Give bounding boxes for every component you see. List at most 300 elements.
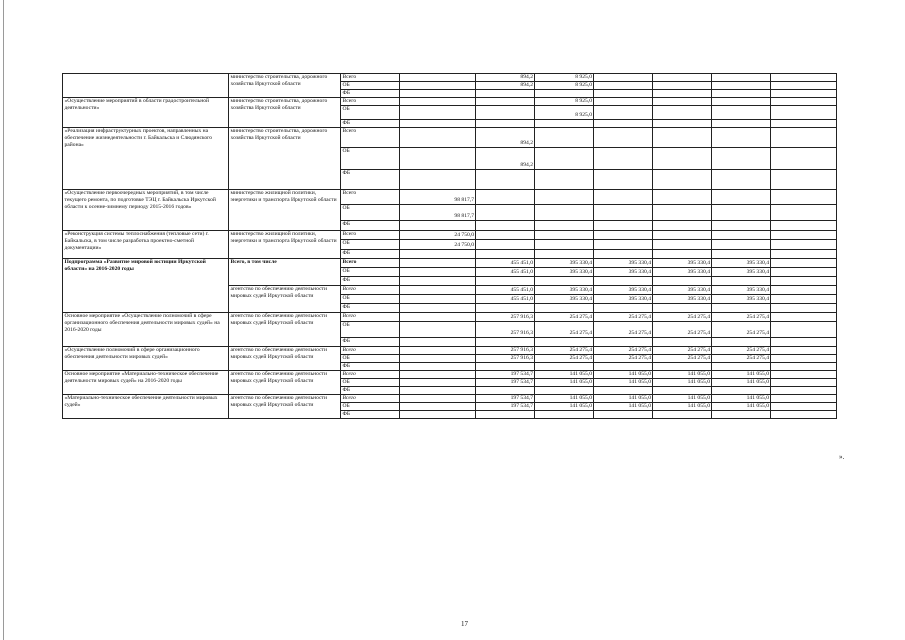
year-value-cell: 395 330,4	[712, 295, 771, 304]
year-value-cell	[712, 411, 771, 419]
year-value-cell: 141 055,0	[594, 395, 653, 403]
funding-source-cell: ОБ	[341, 205, 400, 221]
year-value-cell	[771, 148, 837, 170]
scan-edge-line	[3, 0, 4, 640]
year-value-cell	[594, 90, 653, 98]
year-value-cell	[535, 277, 594, 286]
funding-source-cell: ОБ	[341, 106, 400, 120]
year-value-cell	[400, 379, 476, 387]
year-value-cell	[594, 221, 653, 231]
table-row	[63, 395, 837, 403]
funding-source-cell: Всего	[341, 190, 400, 205]
year-value-cell: 24 750,0	[400, 240, 476, 250]
year-value-cell	[771, 371, 837, 379]
year-value-cell	[535, 205, 594, 221]
year-value-cell	[653, 221, 712, 231]
funding-source-cell: Всего	[341, 74, 400, 82]
funding-source-cell: ФБ	[341, 411, 400, 419]
year-value-cell	[653, 338, 712, 347]
year-value-cell	[594, 148, 653, 170]
year-value-cell	[400, 268, 476, 277]
year-value-cell	[712, 221, 771, 231]
year-value-cell	[771, 347, 837, 355]
year-value-cell: 197 534,7	[476, 371, 535, 379]
year-value-cell: 141 055,0	[653, 395, 712, 403]
funding-source-cell: Всего	[341, 347, 400, 355]
year-value-cell	[476, 250, 535, 259]
year-value-cell: 894,2	[476, 128, 535, 148]
year-value-cell	[594, 231, 653, 240]
year-value-cell: 254 275,4	[594, 347, 653, 355]
year-value-cell	[476, 387, 535, 395]
year-value-cell	[476, 221, 535, 231]
year-value-cell	[771, 74, 837, 82]
year-value-cell	[771, 268, 837, 277]
year-value-cell	[653, 120, 712, 128]
year-value-cell: 395 330,4	[535, 295, 594, 304]
year-value-cell: 254 275,4	[594, 322, 653, 338]
year-value-cell: 894,2	[476, 82, 535, 90]
year-value-cell: 257 916,3	[476, 322, 535, 338]
year-value-cell: 257 916,3	[476, 347, 535, 355]
year-value-cell: 395 330,4	[594, 286, 653, 295]
year-value-cell	[771, 205, 837, 221]
year-value-cell: 254 275,4	[653, 322, 712, 338]
funding-source-cell: ФБ	[341, 277, 400, 286]
year-value-cell	[712, 148, 771, 170]
year-value-cell	[535, 411, 594, 419]
table-row	[63, 98, 837, 106]
year-value-cell	[771, 286, 837, 295]
year-value-cell: 395 330,4	[535, 286, 594, 295]
funding-source-cell: Всего	[341, 128, 400, 148]
year-value-cell: 254 275,4	[653, 313, 712, 322]
year-value-cell	[594, 250, 653, 259]
funding-source-cell: ФБ	[341, 170, 400, 190]
year-value-cell	[712, 363, 771, 371]
year-value-cell: 894,2	[476, 148, 535, 170]
year-value-cell	[771, 106, 837, 120]
year-value-cell	[653, 106, 712, 120]
year-value-cell: 141 055,0	[712, 379, 771, 387]
year-value-cell: 141 055,0	[653, 379, 712, 387]
executor-cell: министерство строительства, дорожного хозяйства Иркутской области	[229, 128, 341, 190]
event-name-cell	[63, 74, 229, 98]
year-value-cell	[535, 363, 594, 371]
year-value-cell	[535, 90, 594, 98]
year-value-cell	[400, 322, 476, 338]
year-value-cell	[712, 74, 771, 82]
year-value-cell	[712, 250, 771, 259]
year-value-cell: 395 330,4	[535, 259, 594, 268]
year-value-cell	[771, 363, 837, 371]
year-value-cell	[535, 250, 594, 259]
executor-cell: министерство жилищной политики, энергетики и транспорта Иркутской области	[229, 231, 341, 259]
year-value-cell	[400, 82, 476, 90]
year-value-cell	[771, 231, 837, 240]
table-row	[63, 190, 837, 205]
funding-source-cell: Всего	[341, 259, 400, 268]
year-value-cell	[400, 387, 476, 395]
year-value-cell	[712, 387, 771, 395]
event-name-cell: Подпрограмма «Развитие мировой юстиции Иркутской области» на 2016-2020 годы	[63, 259, 229, 313]
funding-source-cell: ФБ	[341, 90, 400, 98]
year-value-cell: 455 451,0	[476, 286, 535, 295]
year-value-cell	[712, 128, 771, 148]
year-value-cell	[771, 240, 837, 250]
year-value-cell	[400, 250, 476, 259]
year-value-cell	[594, 82, 653, 90]
year-value-cell: 395 330,4	[594, 295, 653, 304]
year-value-cell: 254 275,4	[712, 355, 771, 363]
year-value-cell	[535, 120, 594, 128]
year-value-cell: 395 330,4	[653, 259, 712, 268]
year-value-cell	[400, 363, 476, 371]
year-value-cell: 254 275,4	[712, 313, 771, 322]
executor-cell: агентство по обеспечению деятельности мировых судей Иркутской области	[229, 347, 341, 371]
year-value-cell	[771, 120, 837, 128]
year-value-cell: 254 275,4	[535, 313, 594, 322]
year-value-cell	[535, 338, 594, 347]
year-value-cell	[712, 231, 771, 240]
year-value-cell	[594, 387, 653, 395]
year-value-cell	[712, 82, 771, 90]
year-value-cell: 98 817,7	[400, 190, 476, 205]
year-value-cell	[476, 304, 535, 313]
year-value-cell: 98 817,7	[400, 205, 476, 221]
year-value-cell: 8 925,0	[535, 98, 594, 106]
executor-cell: министерство жилищной политики, энергетики и транспорта Иркутской области	[229, 190, 341, 231]
year-value-cell: 197 534,7	[476, 395, 535, 403]
executor-cell: Всего, в том числе	[229, 259, 341, 286]
year-value-cell	[535, 128, 594, 148]
year-value-cell	[771, 395, 837, 403]
year-value-cell	[400, 304, 476, 313]
table-row	[63, 74, 837, 82]
year-value-cell	[400, 286, 476, 295]
year-value-cell: 197 534,7	[476, 403, 535, 411]
page-number: 17	[461, 620, 468, 628]
year-value-cell	[476, 106, 535, 120]
year-value-cell	[712, 190, 771, 205]
year-value-cell	[594, 277, 653, 286]
year-value-cell: 8 925,0	[535, 106, 594, 120]
year-value-cell: 257 916,3	[476, 313, 535, 322]
table-row	[63, 347, 837, 355]
year-value-cell	[771, 313, 837, 322]
year-value-cell: 254 275,4	[653, 355, 712, 363]
year-value-cell: 395 330,4	[653, 295, 712, 304]
year-value-cell: 8 925,0	[535, 82, 594, 90]
table-row	[63, 313, 837, 322]
year-value-cell: 254 275,4	[594, 355, 653, 363]
year-value-cell	[535, 221, 594, 231]
executor-cell: агентство по обеспечению деятельности мировых судей Иркутской области	[229, 371, 341, 395]
event-name-cell: Основное мероприятие «Материально-техническое обеспечение деятельности мировых судей» на 2016-2020 годы	[63, 371, 229, 395]
year-value-cell	[535, 148, 594, 170]
year-value-cell	[400, 74, 476, 82]
year-value-cell	[771, 411, 837, 419]
year-value-cell	[400, 106, 476, 120]
year-value-cell	[535, 240, 594, 250]
year-value-cell	[594, 190, 653, 205]
year-value-cell: 254 275,4	[712, 322, 771, 338]
year-value-cell: 141 055,0	[535, 371, 594, 379]
year-value-cell: 257 916,3	[476, 355, 535, 363]
year-value-cell: 455 451,0	[476, 259, 535, 268]
year-value-cell	[400, 403, 476, 411]
year-value-cell: 197 534,7	[476, 379, 535, 387]
year-value-cell: 254 275,4	[535, 347, 594, 355]
year-value-cell: 395 330,4	[594, 259, 653, 268]
year-value-cell	[771, 403, 837, 411]
funding-source-cell: ОБ	[341, 295, 400, 304]
table-row	[63, 128, 837, 148]
year-value-cell	[653, 363, 712, 371]
year-value-cell	[400, 90, 476, 98]
year-value-cell	[653, 240, 712, 250]
year-value-cell	[535, 190, 594, 205]
funding-source-cell: ОБ	[341, 322, 400, 338]
year-value-cell	[712, 120, 771, 128]
event-name-cell: «Реализация инфраструктурных проектов, направленных на обеспечение жизнедеятельности г. Байкальска и Слюдянского района»	[63, 128, 229, 190]
year-value-cell	[594, 120, 653, 128]
event-name-cell: «Осуществление первоочередных мероприятий, в том числе текущего ремонта, по подготовке ТЭЦ г. Байкальска Иркутской области к осенне-зимнему периоду 2015-2016 годов»	[63, 190, 229, 231]
funding-source-cell: ФБ	[341, 387, 400, 395]
year-value-cell	[400, 338, 476, 347]
year-value-cell	[476, 205, 535, 221]
funding-source-cell: ФБ	[341, 363, 400, 371]
year-value-cell	[594, 363, 653, 371]
funding-source-cell: ОБ	[341, 268, 400, 277]
executor-cell: агентство по обеспечению деятельности мировых судей Иркутской области	[229, 395, 341, 419]
year-value-cell	[712, 304, 771, 313]
funding-source-cell: ОБ	[341, 240, 400, 250]
year-value-cell	[771, 98, 837, 106]
year-value-cell	[712, 170, 771, 190]
year-value-cell	[771, 170, 837, 190]
funding-source-cell: ФБ	[341, 250, 400, 259]
year-value-cell: 894,2	[476, 74, 535, 82]
year-value-cell	[771, 82, 837, 90]
year-value-cell	[400, 259, 476, 268]
funding-source-cell: Всего	[341, 395, 400, 403]
year-value-cell	[476, 363, 535, 371]
year-value-cell	[594, 205, 653, 221]
year-value-cell	[400, 295, 476, 304]
executor-cell: агентство по обеспечению деятельности мировых судей Иркутской области	[229, 313, 341, 347]
year-value-cell	[771, 277, 837, 286]
year-value-cell: 254 275,4	[535, 355, 594, 363]
year-value-cell: 141 055,0	[653, 371, 712, 379]
year-value-cell	[712, 205, 771, 221]
year-value-cell	[476, 231, 535, 240]
year-value-cell	[653, 277, 712, 286]
year-value-cell	[400, 98, 476, 106]
year-value-cell	[476, 338, 535, 347]
year-value-cell: 141 055,0	[653, 403, 712, 411]
year-value-cell	[771, 355, 837, 363]
year-value-cell: 254 275,4	[535, 322, 594, 338]
year-value-cell	[653, 98, 712, 106]
table-row	[63, 371, 837, 379]
funding-source-cell: Всего	[341, 98, 400, 106]
funding-source-cell: ОБ	[341, 355, 400, 363]
funding-source-cell: ОБ	[341, 148, 400, 170]
year-value-cell	[594, 240, 653, 250]
year-value-cell	[771, 190, 837, 205]
table-body	[63, 74, 837, 419]
year-value-cell: 141 055,0	[712, 403, 771, 411]
year-value-cell	[771, 90, 837, 98]
year-value-cell	[400, 411, 476, 419]
year-value-cell	[476, 170, 535, 190]
year-value-cell	[476, 190, 535, 205]
year-value-cell	[771, 322, 837, 338]
year-value-cell	[771, 379, 837, 387]
year-value-cell	[400, 120, 476, 128]
year-value-cell	[712, 338, 771, 347]
year-value-cell	[653, 190, 712, 205]
year-value-cell: 395 330,4	[712, 259, 771, 268]
year-value-cell	[771, 304, 837, 313]
table-row	[63, 259, 837, 268]
year-value-cell: 24 750,0	[400, 231, 476, 240]
year-value-cell	[476, 411, 535, 419]
year-value-cell: 455 451,0	[476, 295, 535, 304]
year-value-cell	[653, 74, 712, 82]
year-value-cell	[400, 395, 476, 403]
year-value-cell: 254 275,4	[653, 347, 712, 355]
year-value-cell	[653, 82, 712, 90]
year-value-cell	[712, 277, 771, 286]
executor-cell: министерство строительства, дорожного хозяйства Иркутской области	[229, 74, 341, 98]
year-value-cell	[476, 240, 535, 250]
year-value-cell: 395 330,4	[712, 268, 771, 277]
year-value-cell	[594, 170, 653, 190]
year-value-cell: 254 275,4	[594, 313, 653, 322]
year-value-cell	[400, 221, 476, 231]
year-value-cell: 395 330,4	[653, 286, 712, 295]
year-value-cell	[771, 338, 837, 347]
year-value-cell	[400, 148, 476, 170]
year-value-cell	[653, 250, 712, 259]
year-value-cell: 141 055,0	[535, 379, 594, 387]
year-value-cell	[594, 106, 653, 120]
year-value-cell	[400, 128, 476, 148]
year-value-cell	[400, 170, 476, 190]
year-value-cell: 141 055,0	[712, 395, 771, 403]
year-value-cell: 8 925,0	[535, 74, 594, 82]
event-name-cell: Основное мероприятие «Осуществление полномочий в сфере организационного обеспечения деятельности мировых судей» на 2016-2020 годы	[63, 313, 229, 347]
year-value-cell	[594, 411, 653, 419]
year-value-cell: 141 055,0	[594, 403, 653, 411]
year-value-cell	[400, 277, 476, 286]
year-value-cell	[771, 250, 837, 259]
funding-source-cell: ФБ	[341, 338, 400, 347]
year-value-cell	[400, 355, 476, 363]
funding-source-cell: ОБ	[341, 379, 400, 387]
funding-source-cell: ОБ	[341, 403, 400, 411]
year-value-cell: 395 330,4	[535, 268, 594, 277]
year-value-cell	[771, 259, 837, 268]
year-value-cell	[594, 304, 653, 313]
year-value-cell	[712, 98, 771, 106]
funding-source-cell: ОБ	[341, 82, 400, 90]
year-value-cell	[653, 411, 712, 419]
year-value-cell: 395 330,4	[712, 286, 771, 295]
year-value-cell	[653, 170, 712, 190]
year-value-cell: 395 330,4	[594, 268, 653, 277]
year-value-cell	[400, 371, 476, 379]
funding-source-cell: Всего	[341, 286, 400, 295]
year-value-cell	[653, 387, 712, 395]
event-name-cell: «Осуществление мероприятий в области градостроительной деятельности»	[63, 98, 229, 128]
year-value-cell	[653, 128, 712, 148]
funding-source-cell: Всего	[341, 313, 400, 322]
year-value-cell	[400, 347, 476, 355]
year-value-cell	[771, 128, 837, 148]
table-row	[63, 231, 837, 240]
program-funding-table	[62, 73, 837, 419]
year-value-cell	[594, 74, 653, 82]
funding-source-cell: ФБ	[341, 221, 400, 231]
year-value-cell	[653, 90, 712, 98]
event-name-cell: «Материально-техническое обеспечение деятельности мировых судей»	[63, 395, 229, 419]
year-value-cell	[653, 304, 712, 313]
year-value-cell: 141 055,0	[712, 371, 771, 379]
year-value-cell	[771, 387, 837, 395]
funding-source-cell: ФБ	[341, 304, 400, 313]
year-value-cell	[400, 313, 476, 322]
year-value-cell: 141 055,0	[594, 371, 653, 379]
year-value-cell	[712, 90, 771, 98]
year-value-cell: 141 055,0	[535, 395, 594, 403]
year-value-cell	[535, 170, 594, 190]
year-value-cell: 254 275,4	[712, 347, 771, 355]
year-value-cell	[771, 221, 837, 231]
year-value-cell	[594, 98, 653, 106]
event-name-cell: «Осуществление полномочий в сфере организационного обеспечения деятельности мировых судей»	[63, 347, 229, 371]
year-value-cell	[476, 277, 535, 286]
year-value-cell	[535, 387, 594, 395]
quote-end-mark: ».	[839, 453, 845, 461]
year-value-cell	[594, 338, 653, 347]
funding-source-cell: Всего	[341, 231, 400, 240]
year-value-cell	[594, 128, 653, 148]
executor-cell: агентство по обеспечению деятельности мировых судей Иркутской области	[229, 286, 341, 313]
year-value-cell: 395 330,4	[653, 268, 712, 277]
year-value-cell: 455 451,0	[476, 268, 535, 277]
funding-source-cell: Всего	[341, 371, 400, 379]
year-value-cell	[535, 304, 594, 313]
executor-cell: министерство строительства, дорожного хозяйства Иркутской области	[229, 98, 341, 128]
year-value-cell	[476, 98, 535, 106]
event-name-cell: «Реконструкция системы теплоснабжения (тепловые сети) г. Байкальска, в том числе разработка проектно-сметной документации»	[63, 231, 229, 259]
year-value-cell	[535, 231, 594, 240]
year-value-cell	[476, 90, 535, 98]
year-value-cell	[476, 120, 535, 128]
year-value-cell	[712, 106, 771, 120]
year-value-cell	[653, 231, 712, 240]
funding-source-cell: ФБ	[341, 120, 400, 128]
year-value-cell	[653, 148, 712, 170]
year-value-cell: 141 055,0	[535, 403, 594, 411]
year-value-cell	[712, 240, 771, 250]
year-value-cell: 141 055,0	[594, 379, 653, 387]
year-value-cell	[771, 295, 837, 304]
year-value-cell	[653, 205, 712, 221]
